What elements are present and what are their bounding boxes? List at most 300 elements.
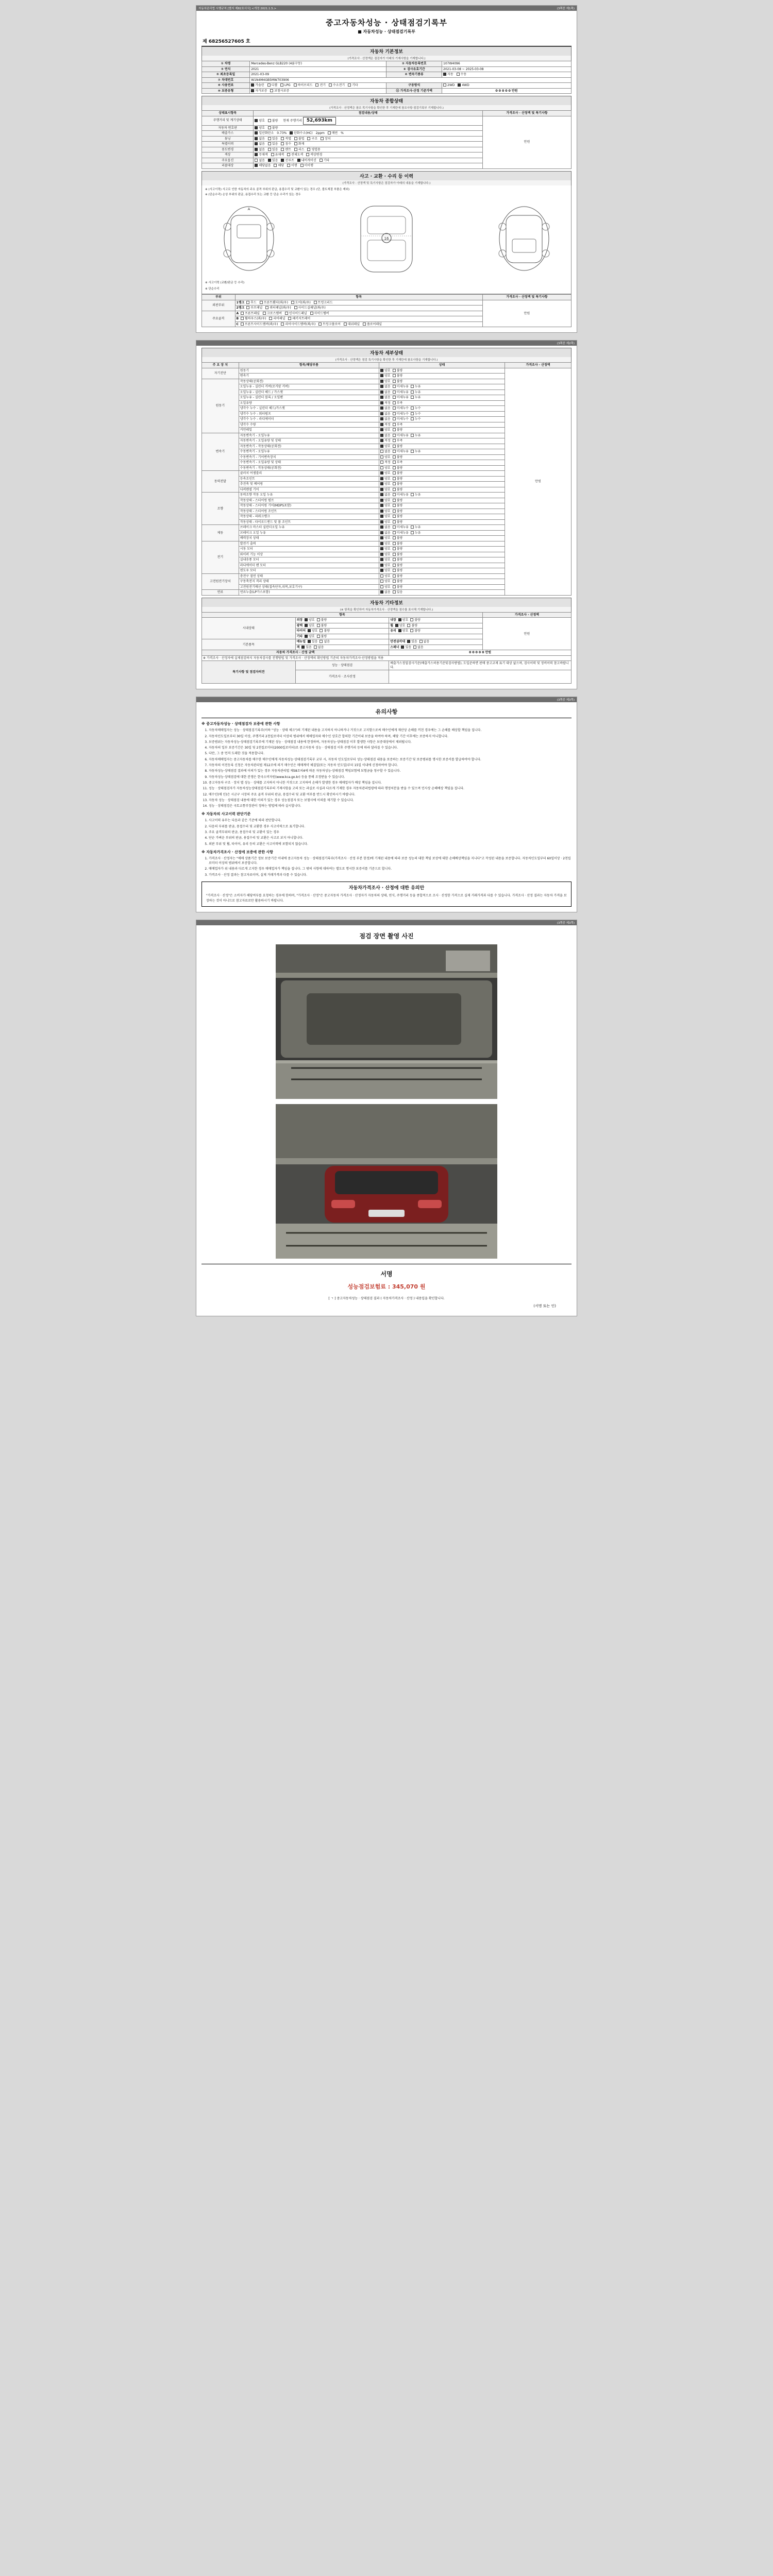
- detail-opt-커먼레일-1[interactable]: 불량: [393, 428, 403, 432]
- detail-item-label: 클러치 어셈블리: [239, 471, 379, 477]
- detail-opt-수동변속기-기어변속장치-0[interactable]: 양호: [380, 455, 391, 460]
- detail-col-2: 상태: [379, 363, 505, 368]
- list-item: 4. 자동차의 일부 보증기간은 30일 및 2천킬로미터(2000킬로미터)로 중고자동차 성능 · 상태점검 이후 주행거리 등에 따라 달라질 수 있습니다.: [209, 745, 572, 750]
- detail-opt-작동상태-스티어링-펌프-0[interactable]: 양호: [380, 499, 391, 503]
- topbar-1: [196, 6, 577, 11]
- parts-group-1: 주요골격: [202, 311, 236, 327]
- detail-opt-냉각수-누수-실린더-헤드-가스켓-2[interactable]: 누수: [411, 406, 421, 411]
- color-chromatic[interactable]: 유채색: [271, 153, 284, 157]
- photo-underbody-svg: [276, 944, 497, 1099]
- detail-opt-작동상태-파워크랭크-0[interactable]: 양호: [380, 515, 391, 519]
- emission-co-label: 일산화탄소: [255, 131, 274, 135]
- signature-title: 서명: [201, 1264, 572, 1280]
- detail-col-3: 가격조사 · 산정액: [505, 363, 571, 368]
- detail-opt-충전구-절연-상태-1[interactable]: 불량: [393, 574, 403, 579]
- table-row: [202, 655, 572, 661]
- detail-item-state: [379, 493, 505, 498]
- detail-opt-원동기-0[interactable]: 양호: [380, 369, 391, 373]
- overall-table: [201, 110, 572, 169]
- fuel-lpg[interactable]: LPG: [280, 83, 291, 88]
- detail-opt-자동변속기-작동상태-공회전--1[interactable]: 불량: [393, 445, 403, 449]
- detail-opt-오일누유-실린더-헤드-가스켓-1[interactable]: 미세누유: [393, 391, 409, 395]
- detail-item-label: 라디에이터 팬 모터: [239, 563, 379, 568]
- table-row: [202, 72, 572, 78]
- overall-row-3-label: 튜닝: [202, 136, 254, 142]
- detail-opt-구동축전지-격리-상태-1[interactable]: 불량: [393, 580, 403, 584]
- detail-opt-변속기-1[interactable]: 불량: [393, 374, 403, 378]
- tuning-none[interactable]: 없음: [255, 137, 265, 141]
- overall-row-1-label: 자동차 번호판: [202, 125, 254, 131]
- detail-opt-자동변속기-오일유량-및-상태-1[interactable]: 부족: [393, 439, 403, 443]
- detail-opt-냉각수-누수-실린더-헤드-가스켓-0[interactable]: 없음: [380, 406, 391, 411]
- detail-group-연료: 연료: [202, 590, 239, 596]
- color-achromatic[interactable]: 무채색: [255, 153, 267, 157]
- other-left-외장-1[interactable]: 불량: [317, 618, 327, 622]
- fuel-hybrid[interactable]: 하이브리드: [294, 83, 313, 88]
- detail-opt-냉각수-누수-라디에이터-1[interactable]: 미세누수: [393, 417, 409, 421]
- other-right-유리-0[interactable]: 양호: [398, 629, 409, 633]
- detail-opt-클러치-어셈블리-0[interactable]: 양호: [380, 471, 391, 476]
- recall-na[interactable]: 해당없음: [255, 164, 271, 168]
- other-right-스패너-0[interactable]: 있음: [401, 646, 411, 650]
- topbar-3: [196, 697, 577, 702]
- recall-yes[interactable]: 해당: [274, 164, 284, 168]
- detail-opt-브레이크-마스터-실린더오일-누유-2[interactable]: 누유: [411, 526, 421, 530]
- detail-opt-라디에이터-팬-모터-1[interactable]: 불량: [393, 564, 403, 568]
- detail-opt-수동변속기-오일누유-1[interactable]: 미세누유: [393, 450, 409, 454]
- section-detail-head: 자동차 세부상태: [201, 348, 572, 357]
- detail-opt-작동상태-스티어링-기어-mdps포함--0[interactable]: 양호: [380, 504, 391, 508]
- detail-item-label: 작동상태 - 스티어링 조인트: [239, 509, 379, 514]
- option-etc[interactable]: 기타: [320, 159, 330, 163]
- part-door[interactable]: 도어(좌/우): [291, 301, 311, 305]
- recall-notdone[interactable]: 미이행: [300, 164, 313, 168]
- detail-opt-동력조향-작동-오일-누유-1[interactable]: 미세누유: [393, 493, 409, 497]
- detail-opt-자동변속기-오일누유-0[interactable]: 없음: [380, 434, 391, 438]
- detail-opt-수동변속기-기어변속장치-1[interactable]: 불량: [393, 455, 403, 460]
- detail-opt-자동변속기-오일누유-2[interactable]: 누유: [411, 434, 421, 438]
- overall-col-price: 가격조사 · 산정액 및 특기사항: [482, 111, 571, 116]
- drive-4wd[interactable]: 4WD: [458, 83, 469, 88]
- other-right-안전삼각대-1[interactable]: 없음: [419, 640, 430, 644]
- emission-smoke-label: 매연: [328, 131, 338, 135]
- detail-opt-작동상태-스티어링-펌프-1[interactable]: 불량: [393, 499, 403, 503]
- detail-item-state: [379, 395, 505, 401]
- tuning-device[interactable]: 장치: [321, 137, 331, 141]
- detail-opt-브레이크-오일-누유-0[interactable]: 없음: [380, 531, 391, 535]
- detail-opt-브레이크-오일-누유-2[interactable]: 누유: [411, 531, 421, 535]
- detail-opt-냉각수-누수-라디에이터-2[interactable]: 누수: [411, 417, 421, 421]
- detail-opt-냉각수-수량-0[interactable]: 적정: [380, 423, 391, 427]
- detail-group-동력전달: 동력전달: [202, 471, 239, 493]
- basic-value-1b: 2021-03-08 ~ 2025-03-08: [442, 66, 572, 72]
- other-right-휠-0[interactable]: 양호: [395, 624, 406, 628]
- detail-opt-추진축-및-베어링-0[interactable]: 양호: [380, 482, 391, 486]
- other-right-휠-1[interactable]: 불량: [407, 624, 417, 628]
- transmission-auto[interactable]: 자동: [443, 73, 453, 77]
- special-row-1-value: [389, 670, 572, 684]
- detail-opt-배력장치-상태-0[interactable]: 양호: [380, 536, 391, 540]
- fuel-other[interactable]: 기타: [348, 83, 358, 88]
- detail-opt-고전원전기배선-상태-접속단자-피복-보호기구--0[interactable]: 양호: [380, 585, 391, 589]
- detail-opt-충전구-절연-상태-0[interactable]: 양호: [380, 574, 391, 579]
- detail-item-state: [379, 525, 505, 531]
- detail-opt-수동변속기-오일유량-및-상태-0[interactable]: 적정: [380, 461, 391, 465]
- frame-cross-member[interactable]: 크로스멤버: [263, 312, 282, 316]
- other-left-매뉴얼-1[interactable]: 없음: [320, 640, 330, 644]
- detail-item-state: [379, 433, 505, 438]
- detail-item-label: 작동상태 - 파워크랭크: [239, 514, 379, 520]
- section-accident-note: (가격조사 · 산정액 및 특기사항은 점검자가 아래의 내용을 기재합니다.): [201, 180, 572, 185]
- detail-opt-냉각수-수량-1[interactable]: 부족: [393, 423, 403, 427]
- frame-front-side-member[interactable]: 프론트사이드멤버(좌/우): [241, 323, 278, 327]
- fuel-diesel[interactable]: 디젤: [267, 83, 278, 88]
- usechange-lease[interactable]: 리스: [294, 148, 305, 152]
- usechange-business[interactable]: 영업용: [307, 148, 320, 152]
- detail-opt-구동축전지-격리-상태-0[interactable]: 양호: [380, 580, 391, 584]
- frame-front-panel[interactable]: 프론트패널: [241, 312, 260, 316]
- detail-opt-클러치-어셈블리-1[interactable]: 불량: [393, 471, 403, 476]
- detail-item-label: 구동축전지 격리 상태: [239, 579, 379, 585]
- inspection-photo-2: [276, 1104, 497, 1259]
- detail-opt-작동상태-타이로드엔드-및-볼-조인트-1[interactable]: 불량: [393, 520, 403, 524]
- fuel-electric[interactable]: 전기: [315, 83, 326, 88]
- part-front-fender[interactable]: 프론트휀더(좌/우): [260, 301, 288, 305]
- part-roof-panel[interactable]: 루프패널: [246, 306, 262, 310]
- other-left-매뉴얼-0[interactable]: 있음: [308, 640, 318, 644]
- detail-item-label: 수동변속기 - 오일유량 및 상태: [239, 460, 379, 466]
- basic-label-5b: ⑪ 가격조사·산정 기준가액: [386, 88, 442, 94]
- history-flood[interactable]: 침수: [281, 142, 291, 146]
- detail-item-label: 배력장치 상태: [239, 536, 379, 541]
- history-none[interactable]: 없음: [255, 142, 265, 146]
- other-right-내장-1[interactable]: 불량: [410, 618, 421, 622]
- detail-item-label: 변속기: [239, 374, 379, 379]
- svg-text:A: A: [247, 207, 250, 212]
- detail-opt-윈도우-모터-1[interactable]: 불량: [393, 569, 403, 573]
- detail-opt-커먼레일-0[interactable]: 양호: [380, 428, 391, 432]
- basic-label-2b: ⑥ 변속기종류: [386, 72, 442, 78]
- detail-opt-윈도우-모터-0[interactable]: 양호: [380, 569, 391, 573]
- overall-col-state: 상태표시항목: [202, 111, 254, 116]
- overall-row-2-content: [254, 131, 483, 137]
- detail-opt-작동상태-스티어링-기어-mdps포함--1[interactable]: 불량: [393, 504, 403, 508]
- overall-row-3-content: [254, 136, 483, 142]
- other-left-타이어-1[interactable]: 불량: [320, 629, 330, 633]
- history-fire[interactable]: 화재: [294, 142, 305, 146]
- detail-item-state: [379, 541, 505, 547]
- frame-wheel-house[interactable]: 휠하우스(좌/우): [241, 317, 266, 321]
- color-changed[interactable]: 색상변경: [306, 153, 322, 157]
- detail-opt-와이퍼-기능-이상-1[interactable]: 불량: [393, 553, 403, 557]
- detail-item-label: 자동변속기 - 오일누유: [239, 433, 379, 438]
- detail-opt-배력장치-상태-1[interactable]: 불량: [393, 536, 403, 540]
- detail-opt-원동기-1[interactable]: 불량: [393, 369, 403, 373]
- frame-package-tray[interactable]: 패키지트레이: [288, 317, 310, 321]
- basic-label-3: ⑦ 차대번호: [202, 77, 250, 83]
- photo-section-title: 점검 장면 촬영 사진: [359, 932, 414, 940]
- detail-opt-오일누유-실린더-커버-로커암-커버--2[interactable]: 누유: [411, 385, 421, 389]
- other-right-유리-1[interactable]: 불량: [410, 629, 421, 633]
- list-item: 10. 중고자동차 구조 · 장치 별 성능 · 상태를 고지하지 아니한 거짓으로 고지하여 손해가 발생한 경우 매매업자가 배상 책임을 집니다.: [209, 781, 572, 785]
- basic-label-1: ③ 연식: [202, 66, 250, 72]
- detail-opt-변속기-0[interactable]: 양호: [380, 374, 391, 378]
- accident-price-cell: 만원: [482, 300, 571, 327]
- special-row-0-value: 배출가스정밀검사기준(배출가스허용기준및검사방법), 도입준하면 판매 중고교재 표기 대상 없으며, 검사이력 및 정비이력 참고바랍니다.: [389, 661, 572, 670]
- detail-opt-발전기-출력-1[interactable]: 불량: [393, 542, 403, 546]
- detail-opt-냉각수-누수-라디에이터-0[interactable]: 없음: [380, 417, 391, 421]
- usechange-none[interactable]: 없음: [255, 148, 265, 152]
- detail-item-label: 오일누유 - 실린더 블록 / 오일팬: [239, 395, 379, 401]
- detail-opt-냉각수-누수-워터펌프-0[interactable]: 없음: [380, 412, 391, 416]
- detail-item-label: 수동변속기 - 기어변속장치: [239, 454, 379, 460]
- detail-opt-냉각수-누수-워터펌프-2[interactable]: 누수: [411, 412, 421, 416]
- detail-item-label: 실내송풍 모터: [239, 557, 379, 563]
- option-sunroof[interactable]: 선루프: [281, 159, 294, 163]
- fee-value: 345,070 원: [392, 1283, 426, 1290]
- topbar-right-2: (3쪽중 제2쪽): [557, 342, 575, 346]
- overall-row-2-label: 배출가스: [202, 131, 254, 137]
- detail-item-state: [379, 503, 505, 509]
- detail-opt-냉각수-누수-워터펌프-1[interactable]: 미세누수: [393, 412, 409, 416]
- fuel-gasoline[interactable]: 가솔린: [251, 83, 264, 88]
- mileage-good[interactable]: 양호: [255, 119, 265, 123]
- detail-opt-냉각수-누수-실린더-헤드-가스켓-1[interactable]: 미세누수: [393, 406, 409, 411]
- other-right-내장-0[interactable]: 양호: [398, 618, 409, 622]
- other-price-cell: 만원: [482, 618, 571, 650]
- fuel-hydrogen[interactable]: 수소전기: [329, 83, 345, 88]
- frame-rear-side-member[interactable]: 리어사이드멤버(좌/우): [281, 323, 315, 327]
- detail-opt-오일유량-1[interactable]: 부족: [393, 401, 403, 405]
- plate-good[interactable]: 양호: [255, 126, 265, 130]
- other-right-스패너-1[interactable]: 없음: [413, 646, 424, 650]
- accident-legend-a: ※ 사고이력 (교환/판금 등 수리): [205, 281, 245, 285]
- basic-label-2: ⑤ 최초등록일: [202, 72, 250, 78]
- overall-row-4-label: 특별이력: [202, 142, 254, 147]
- detail-item-state: [379, 530, 505, 536]
- detail-item-label: 냉각수 수량: [239, 422, 379, 428]
- other-left-잭-0[interactable]: 있음: [301, 646, 312, 650]
- detail-opt-오일누유-실린더-블록-오일팬-1[interactable]: 미세누유: [393, 396, 409, 400]
- table-row: [202, 650, 572, 656]
- color-fullpaint[interactable]: 전체도색: [287, 153, 303, 157]
- topbar-right-3: (3쪽중 제3쪽): [557, 699, 575, 702]
- detail-opt-오일누유-실린더-커버-로커암-커버--0[interactable]: 없음: [380, 385, 391, 389]
- detail-opt-시동-모터-0[interactable]: 양호: [380, 547, 391, 551]
- overall-row-1-content: [254, 125, 483, 131]
- tuning-legal[interactable]: 적법: [281, 137, 291, 141]
- vin-value: W1N4M4GB5MW703906: [250, 77, 572, 83]
- mileage-bad[interactable]: 불량: [268, 119, 278, 123]
- detail-item-label: 오일누유 - 실린더 커버(로커암 커버): [239, 384, 379, 390]
- other-item-left: 매뉴얼 있음 없음: [295, 639, 389, 645]
- accident-legend-b: ※ 단순수리: [205, 287, 220, 291]
- list-item: 3. 가격조사 · 산정 결과는 참고자료이며, 실제 거래가격과 다를 수 있습니다.: [209, 873, 572, 877]
- valuation-notice-title: 자동차가격조사 · 산정에 대한 유의안: [348, 886, 425, 891]
- basic-value-0b: 107W4096: [442, 61, 572, 67]
- notice-list-2: [209, 818, 572, 846]
- other-item-right: 안전삼각대 있음 없음: [389, 639, 483, 645]
- detail-opt-오일유량-0[interactable]: 적정: [380, 401, 391, 405]
- notice-heading-3: ※ 자동차가격조사 · 산정에 보증에 관한 사항: [201, 850, 274, 854]
- detail-opt-작동상태-스티어링-조인트-1[interactable]: 불량: [393, 510, 403, 514]
- table-row: [202, 661, 572, 670]
- car-top-diagram: [338, 200, 435, 277]
- basic-label-0: ① 차명: [202, 61, 250, 67]
- page-title: 중고자동차성능 · 상태점검기록부: [325, 18, 447, 27]
- detail-opt-추진축-및-베어링-1[interactable]: 불량: [393, 482, 403, 486]
- usechange-yes[interactable]: 있음: [268, 148, 278, 152]
- part-side-sill[interactable]: 사이드실패널(좌/우): [294, 306, 326, 310]
- parts-col-2: 가격조사 · 산정액 및 특기사항: [482, 295, 571, 300]
- detail-opt-오일누유-실린더-블록-오일팬-0[interactable]: 없음: [380, 396, 391, 400]
- history-yes[interactable]: 있음: [268, 142, 278, 146]
- detail-opt-브레이크-오일-누유-1[interactable]: 미세누유: [393, 531, 409, 535]
- emission-smoke-value: %: [341, 131, 344, 135]
- detail-opt-발전기-출력-0[interactable]: 양호: [380, 542, 391, 546]
- section-basic-head: 자동차 기본정보: [201, 46, 572, 56]
- other-left-광택-0[interactable]: 양호: [305, 624, 315, 628]
- detail-opt-실내송풍-모터-1[interactable]: 불량: [393, 558, 403, 562]
- other-left-외장-0[interactable]: 양호: [305, 618, 315, 622]
- table-row: [202, 77, 572, 83]
- other-left-광택-1[interactable]: 불량: [317, 624, 327, 628]
- total-label: 자동차 가격조사 · 산정 금액: [202, 650, 389, 656]
- tuning-illegal[interactable]: 불법: [294, 137, 305, 141]
- detail-opt-작동상태-스티어링-조인트-0[interactable]: 양호: [380, 510, 391, 514]
- topbar-left: 자동차관리법 시행규칙 [별지 제82호서식] <개정 2021.1.5.>: [198, 7, 277, 10]
- detail-opt-수동변속기-오일유량-및-상태-1[interactable]: 부족: [393, 461, 403, 465]
- table-row: [202, 88, 572, 94]
- part-hood[interactable]: 후드: [246, 301, 257, 305]
- detail-opt-시동-모터-1[interactable]: 불량: [393, 547, 403, 551]
- list-item: 2. 매매업자가 위 내용과 다르게 고지한 경우 매매업자가 책임을 집니다. 그 밖의 사항에 대하여는 별도로 명시한 보증서를 기준으로 합니다.: [209, 867, 572, 871]
- detail-item-state: [379, 487, 505, 493]
- detail-opt-오일누유-실린더-헤드-가스켓-0[interactable]: 없음: [380, 391, 391, 395]
- detail-opt-작동상태-공회전--1[interactable]: 불량: [393, 380, 403, 384]
- option-yes[interactable]: 있음: [268, 159, 278, 163]
- other-left-잭-1[interactable]: 없음: [314, 646, 324, 650]
- detail-opt-등속조인트-0[interactable]: 양호: [380, 477, 391, 481]
- topbar-right-4: (3쪽중 제3쪽): [557, 921, 575, 925]
- signature-footer-1: [ ㄱ ] 중고자동차성능 · 상태점검 결과 ( 자동차가격조사 · 산정 ) 내용입을 확인합니다.: [328, 1296, 445, 1300]
- detail-item-label: 윈도우 모터: [239, 568, 379, 574]
- list-item: 11. 성능 · 상태점검자가 자동차성능상태점검기록부의 기재사항을 고의 또는 과실로 사실과 다르게 기재한 경우 자동차관리법령에 따라 행정처분을 받을 수 있으며 민사상 손해배상 책임을 집니다.: [209, 786, 572, 791]
- other-left-타이어-0[interactable]: 양호: [308, 629, 318, 633]
- detail-opt-브레이크-마스터-실린더오일-누유-0[interactable]: 없음: [380, 526, 391, 530]
- accident-line-2: ※ (단순수리) 손상 부위의 판금, 용접수리 또는 교환 등 단순 수리가 있는 경우: [205, 193, 301, 196]
- detail-price-cell: 만원: [505, 368, 571, 595]
- detail-opt-수동변속기-오일누유-2[interactable]: 누유: [411, 450, 421, 454]
- parts-group-0: 외판부위: [202, 300, 236, 311]
- parts-col-0: 부위: [202, 295, 236, 300]
- detail-opt-자동변속기-오일유량-및-상태-0[interactable]: 적정: [380, 439, 391, 443]
- recall-done[interactable]: 이행: [287, 164, 297, 168]
- detail-item-state: [379, 368, 505, 374]
- detail-opt-와이퍼-기능-이상-0[interactable]: 양호: [380, 553, 391, 557]
- warranty-insurance[interactable]: 보험사보증: [270, 89, 289, 93]
- tuning-structure[interactable]: 구조: [307, 137, 317, 141]
- detail-opt-오일누유-실린더-블록-오일팬-2[interactable]: 누유: [411, 396, 421, 400]
- detail-opt-디퍼렌셜-기어-1[interactable]: 불량: [393, 488, 403, 492]
- detail-opt-수동변속기-작동상태-공회전--1[interactable]: 불량: [393, 466, 403, 470]
- detail-item-state: [379, 406, 505, 412]
- detail-opt-연료누출-lp가스포함--1[interactable]: 있음: [393, 590, 403, 595]
- valuation-notice-box: [201, 882, 572, 907]
- list-item: 3. 주요 골격부위의 판금, 용접수리 및 교환이 있는 경우: [209, 830, 572, 835]
- detail-item-state: [379, 438, 505, 444]
- plate-bad[interactable]: 불량: [268, 126, 278, 130]
- detail-opt-작동상태-파워크랭크-1[interactable]: 불량: [393, 515, 403, 519]
- part-quarter-panel[interactable]: 쿼터패널(좌/우): [265, 306, 291, 310]
- transmission-manual[interactable]: 수동: [457, 73, 467, 77]
- overall-row-0-label: 주행거리 및 계기상태: [202, 116, 254, 125]
- detail-opt-등속조인트-1[interactable]: 불량: [393, 477, 403, 481]
- frame-trunk-floor[interactable]: 트렁크플로어: [318, 323, 341, 327]
- basic-info-table: [201, 61, 572, 94]
- detail-opt-라디에이터-팬-모터-0[interactable]: 양호: [380, 564, 391, 568]
- sheet-1: [196, 5, 577, 333]
- detail-opt-실내송풍-모터-0[interactable]: 양호: [380, 558, 391, 562]
- detail-opt-작동상태-공회전--0[interactable]: 양호: [380, 380, 391, 384]
- sheet-2: [196, 340, 577, 689]
- detail-opt-동력조향-작동-오일-누유-0[interactable]: 없음: [380, 493, 391, 497]
- other-table: [201, 612, 572, 684]
- detail-opt-수동변속기-작동상태-공회전--0[interactable]: 양호: [380, 466, 391, 470]
- table-header-row: [202, 295, 572, 300]
- option-none[interactable]: 없음: [255, 159, 265, 163]
- detail-opt-작동상태-타이로드엔드-및-볼-조인트-0[interactable]: 양호: [380, 520, 391, 524]
- frame-floor-panel[interactable]: 플로어패널: [363, 323, 382, 327]
- detail-opt-고전원전기배선-상태-접속단자-피복-보호기구--1[interactable]: 불량: [393, 585, 403, 589]
- frame-side-member[interactable]: 사이드멤버: [310, 312, 329, 316]
- part-trunk-lid[interactable]: 트렁크리드: [314, 301, 333, 305]
- drive-2wd[interactable]: 2WD: [443, 83, 455, 88]
- detail-opt-브레이크-마스터-실린더오일-누유-1[interactable]: 미세누유: [393, 526, 409, 530]
- list-item: 6. 자동차매매업자는 중고자동차를 매수한 매수인에게 자동차성능·상태점검기록부 교부 시, 자동차 인도일로부터 성능·상태점검 내용을 보증하는 보증기간 및 보증범위를 명시한 보증서를 발급하여야 합니다.: [209, 757, 572, 762]
- option-navigation[interactable]: 내비게이션: [297, 159, 316, 163]
- detail-opt-자동변속기-오일누유-1[interactable]: 미세누유: [393, 434, 409, 438]
- signature-row: [201, 1301, 572, 1311]
- basic-value-1: 2021: [250, 66, 386, 72]
- other-right-안전삼각대-0[interactable]: 있음: [407, 640, 417, 644]
- detail-opt-오일누유-실린더-커버-로커암-커버--1[interactable]: 미세누유: [393, 385, 409, 389]
- warranty-self[interactable]: 자가보증: [251, 89, 267, 93]
- other-left-기타-0[interactable]: 양호: [305, 635, 315, 639]
- detail-opt-자동변속기-작동상태-공회전--0[interactable]: 양호: [380, 445, 391, 449]
- detail-opt-디퍼렌셜-기어-0[interactable]: 양호: [380, 488, 391, 492]
- detail-item-state: [379, 563, 505, 568]
- usechange-rent[interactable]: 렌트: [281, 148, 291, 152]
- detail-item-state: [379, 476, 505, 482]
- signature-footer-2: (서명 또는 인): [533, 1303, 556, 1308]
- frame-rear-panel[interactable]: 리어패널: [269, 317, 285, 321]
- detail-opt-동력조향-작동-오일-누유-2[interactable]: 누유: [411, 493, 421, 497]
- table-row: [202, 618, 572, 623]
- list-item: 5. 외판 부위 및 휠, 타이어, 유리 등의 교환은 사고이력에 포함되지 않습니다.: [209, 842, 572, 846]
- detail-opt-오일누유-실린더-헤드-가스켓-2[interactable]: 누유: [411, 391, 421, 395]
- tuning-yes[interactable]: 있음: [268, 137, 278, 141]
- frame-dash-panel[interactable]: 대쉬패널: [344, 323, 360, 327]
- detail-item-label: 커먼레일: [239, 428, 379, 433]
- table-header-row: [202, 111, 572, 116]
- other-left-기타-1[interactable]: 불량: [317, 635, 327, 639]
- detail-opt-수동변속기-오일누유-0[interactable]: 없음: [380, 450, 391, 454]
- detail-item-state: [379, 547, 505, 552]
- frame-inside-panel[interactable]: 인사이드패널: [285, 312, 307, 316]
- list-item: 3. 보증범위는 자동차성능·상태점검기록부에 기재된 성능 · 상태점검 내용에 한정하며, 자동차성능·상태점검 이후 발생한 사항은 보증대상에서 제외됩니다.: [209, 740, 572, 744]
- detail-opt-연료누출-lp가스포함--0[interactable]: 없음: [380, 590, 391, 595]
